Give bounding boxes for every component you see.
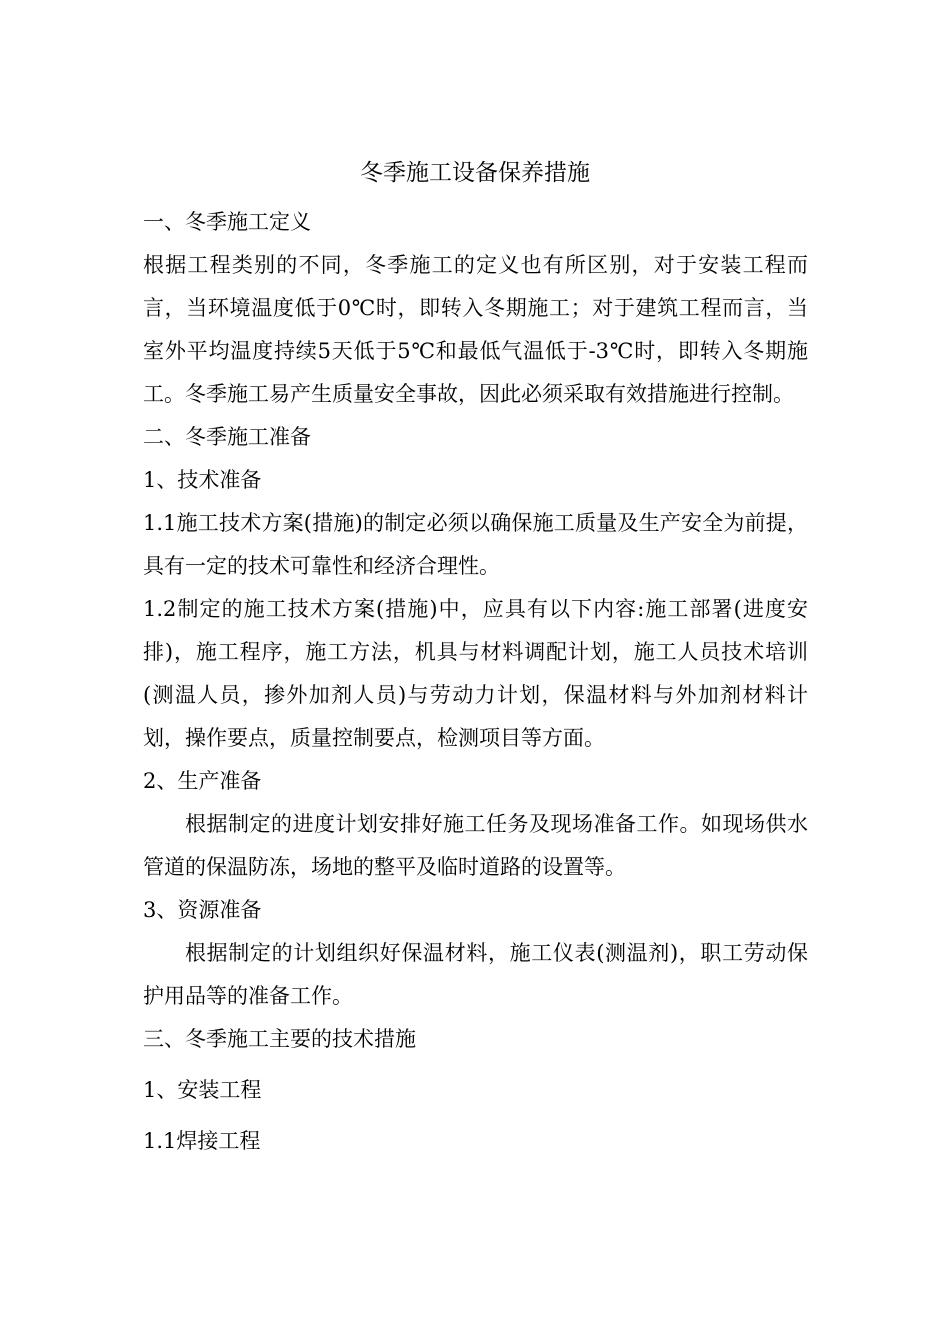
- definition-paragraph: 根据工程类别的不同，冬季施工的定义也有所区别，对于安装工程而言，当环境温度低于0℃时，即转入冬期施工；对于建筑工程而言，当室外平均温度持续5天低于5℃和最低气温低于-3℃时，即转入冬期施工。冬季施工易产生质量安全事故，因此必须采取有效措施进行控制。: [143, 253, 808, 406]
- subheading-resource-preparation: 3、资源准备: [143, 898, 262, 922]
- section-heading-definition: 一、冬季施工定义: [143, 210, 311, 234]
- section-heading-preparation: 二、冬季施工准备: [143, 425, 311, 449]
- subheading-installation-engineering: 1、安装工程: [143, 1078, 262, 1102]
- subheading-production-preparation: 2、生产准备: [143, 769, 262, 793]
- document-body: [143, 201, 808, 1163]
- subheading-technical-preparation: 1、技术准备: [143, 468, 262, 492]
- technical-item-1-1: 1.1施工技术方案(措施)的制定必须以确保施工质量及生产安全为前提，具有一定的技术可靠性和经济合理性。: [143, 511, 808, 578]
- resource-paragraph: 根据制定的计划组织好保温材料，施工仪表(测温剂)，职工劳动保护用品等的准备工作。: [143, 941, 808, 1008]
- subheading-welding-engineering: 1.1焊接工程: [143, 1129, 261, 1153]
- section-heading-technical-measures: 三、冬季施工主要的技术措施: [143, 1027, 416, 1051]
- technical-item-1-2: 1.2制定的施工技术方案(措施)中，应具有以下内容:施工部署(进度安排)，施工程序，施工方法，机具与材料调配计划，施工人员技术培训(测温人员，掺外加剂人员)与劳动力计划，保温材料与外加剂材料计划，操作要点，质量控制要点，检测项目等方面。: [143, 597, 808, 750]
- production-paragraph: 根据制定的进度计划安排好施工任务及现场准备工作。如现场供水管道的保温防冻，场地的整平及临时道路的设置等。: [143, 812, 808, 879]
- document-title: 冬季施工设备保养措施: [360, 160, 590, 186]
